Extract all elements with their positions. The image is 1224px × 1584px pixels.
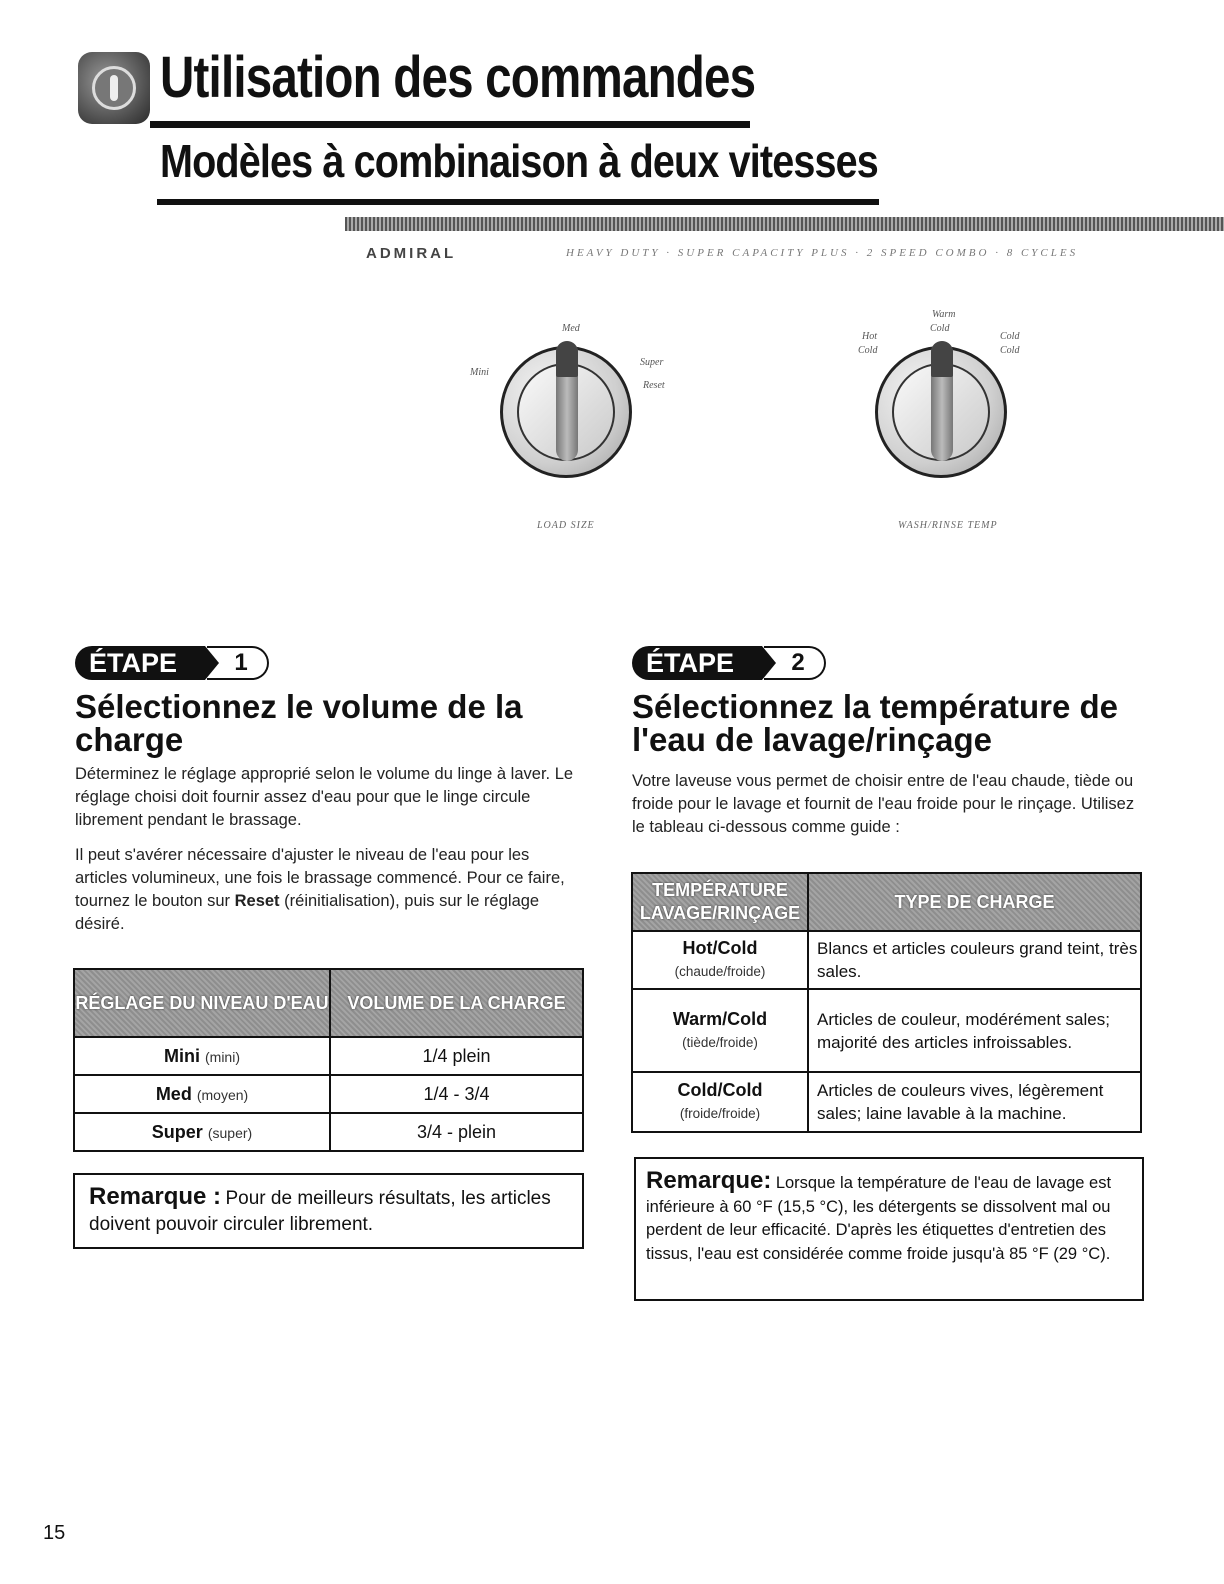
table-row: Super (super) 3/4 - plein [74,1113,583,1151]
step-badge-label: ÉTAPE [75,646,205,680]
table-row: Warm/Cold (tiède/froide) Articles de couleur, modérément sales; majorité des articles infroissables. [632,989,1141,1072]
table-header: VOLUME DE LA CHARGE [330,969,583,1037]
note-text: Lorsque la température de l'eau de lavage est inférieure à 60 °F (15,5 °C), les détergents se dissolvent mal ou perdent de leur efficacité. D'après les étiquettes d'entretien des tissus, l'eau est considérée comme froide jusqu'à 85 °F (29 °C). [646,1174,1112,1263]
page-subtitle: Modèles à combinaison à deux vitesses [160,135,878,187]
reset-term: Reset [234,892,280,910]
subtitle-rule [157,199,879,205]
dial-label-hot: Hot [862,331,877,342]
dial-label-super: Super [640,357,664,368]
table-header: TYPE DE CHARGE [808,873,1141,931]
wash-rinse-caption: WASH/RINSE TEMP [898,520,998,531]
table-row: Hot/Cold (chaude/froide) Blancs et articles couleurs grand teint, très sales. [632,931,1141,989]
table-header: RÉGLAGE DU NIVEAU D'EAU [74,969,330,1037]
step-badge-label: ÉTAPE [632,646,762,680]
table-header: TEMPÉRATURE LAVAGE/RINÇAGE [632,873,808,931]
water-level-table [73,968,584,1152]
wash-rinse-temp-dial[interactable] [875,346,1007,478]
dial-label-mini: Mini [470,367,489,378]
dial-label-hot-cold: Cold [858,345,878,356]
table-row: Mini (mini) 1/4 plein [74,1037,583,1075]
brand-logo: ADMIRAL [366,245,457,262]
note-label: Remarque: [646,1167,772,1194]
dial-label-reset: Reset [643,380,665,391]
step-2-paragraph: Votre laveuse vous permet de choisir entre de l'eau chaude, tiède ou froide pour le lavage et fournit de l'eau froide pour le rinçage. Utilisez le tableau ci-dessous comme guide : [632,772,1135,836]
dial-label-cold: Cold [1000,331,1020,342]
page-number: 15 [43,1522,66,1544]
controls-dial-icon [78,52,150,124]
table-row: Cold/Cold (froide/froide) Articles de couleurs vives, légèrement sales; laine lavable à la machine. [632,1072,1141,1132]
load-size-caption: LOAD SIZE [537,520,595,531]
step-1-heading: Sélectionnez le volume de la charge [75,688,523,758]
panel-description: HEAVY DUTY · SUPER CAPACITY PLUS · 2 SPEED COMBO · 8 CYCLES [566,247,1079,259]
control-panel-band [345,217,1224,231]
step-1-paragraph-2: Il peut s'avérer nécessaire d'ajuster le niveau de l'eau pour les articles volumineux, une fois le brassage commencé. Pour ce faire, tournez le bouton sur Reset (réinitialisation), puis sur le réglage désiré. [75,846,565,933]
table-row: Med (moyen) 1/4 - 3/4 [74,1075,583,1113]
note-label: Remarque : [89,1183,222,1210]
step-number: 1 [207,646,269,680]
step-number: 2 [764,646,826,680]
load-size-dial[interactable] [500,346,632,478]
dial-label-cold-cold: Cold [1000,345,1020,356]
step-2-heading: Sélectionnez la température de l'eau de lavage/rinçage [632,688,1118,758]
step-1-note [73,1173,584,1249]
title-rule [150,121,750,128]
page-title: Utilisation des commandes [160,45,756,110]
note-text: Pour de meilleurs résultats, les articles doivent pouvoir circuler librement. [89,1188,551,1235]
step-2-note [634,1157,1144,1301]
dial-label-warm-cold: Cold [930,323,950,334]
dial-label-warm: Warm [932,309,956,320]
step-1-paragraph-1: Déterminez le réglage approprié selon le volume du linge à laver. Le réglage choisi doit fournir assez d'eau pour que le linge circule librement pendant le brassage. [75,765,574,829]
dial-label-med: Med [562,323,580,334]
wash-temperature-table [631,872,1142,1133]
